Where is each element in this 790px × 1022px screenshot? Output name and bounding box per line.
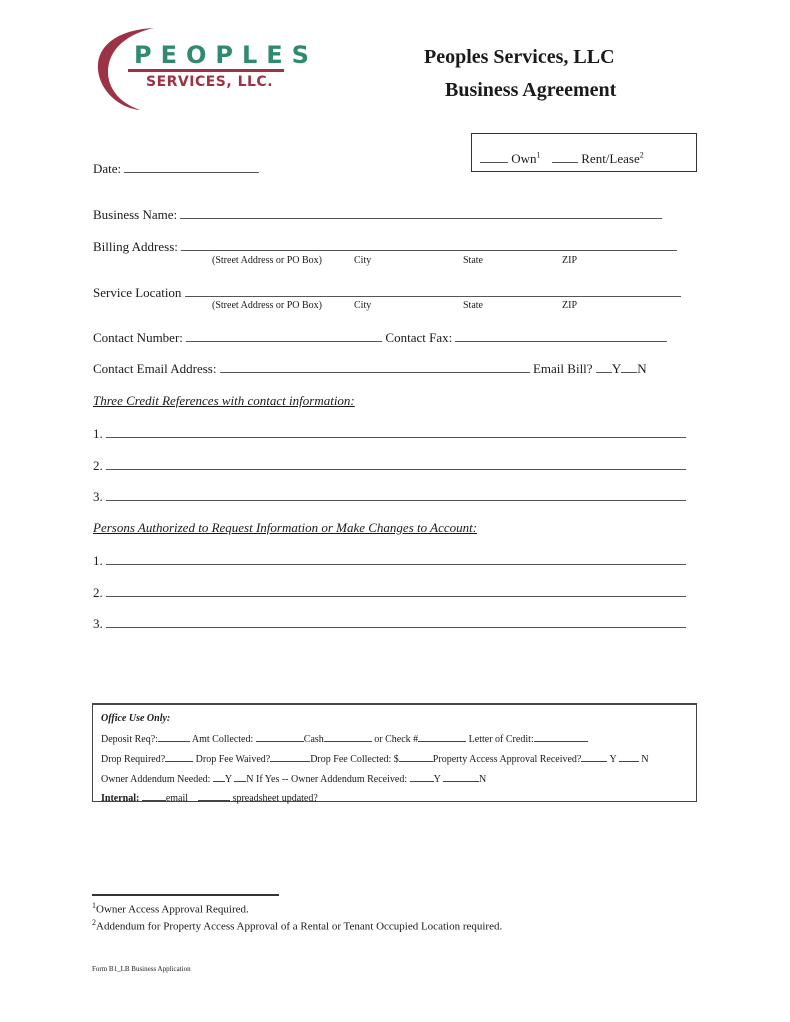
billing-state-sublabel: State xyxy=(463,255,483,266)
footnote-2-text: Addendum for Property Access Approval of a Rental or Tenant Occupied Location required. xyxy=(96,920,503,933)
amt-collected-label: Amt Collected: xyxy=(191,734,254,745)
credit-reference-number: 3. xyxy=(93,489,103,504)
owner-needed-no: N xyxy=(246,774,254,785)
contact-email-row xyxy=(93,360,647,377)
billing-address-field[interactable] xyxy=(181,238,677,251)
property-access-no: N xyxy=(641,754,649,765)
billing-zip-sublabel: ZIP xyxy=(562,255,577,266)
check-label: or Check # xyxy=(374,734,419,745)
service-street-sublabel: (Street Address or PO Box) xyxy=(212,300,322,311)
authorized-person-field[interactable] xyxy=(106,615,686,628)
credit-reference-field[interactable] xyxy=(106,425,686,438)
date-field[interactable] xyxy=(124,160,259,173)
property-access-label: Property Access Approval Received? xyxy=(432,754,582,765)
email-bill-no-blank[interactable] xyxy=(621,360,637,373)
service-location-label: Service Location xyxy=(93,285,182,300)
office-row-internal xyxy=(101,791,318,804)
internal-email-field[interactable] xyxy=(142,791,166,801)
business-name-row xyxy=(93,206,662,223)
footnote-1-text: Owner Access Approval Required. xyxy=(96,903,249,916)
business-name-field[interactable] xyxy=(180,206,662,219)
credit-reference-field[interactable] xyxy=(106,457,686,470)
credit-references-heading: Three Credit References with contact information: xyxy=(93,393,355,408)
internal-label: Internal: xyxy=(101,793,140,804)
spreadsheet-label: spreadsheet updated? xyxy=(232,793,318,804)
office-use-box xyxy=(92,703,697,802)
billing-city-sublabel: City xyxy=(354,255,372,266)
cash-label: Cash xyxy=(303,734,324,745)
footnote-divider xyxy=(92,894,279,896)
office-row-deposit xyxy=(101,732,588,745)
service-city-sublabel: City xyxy=(354,300,372,311)
rent-footnote-ref: 2 xyxy=(639,150,644,160)
rent-option[interactable] xyxy=(552,150,644,167)
date-label: Date: xyxy=(93,161,122,176)
property-access-yes: Y xyxy=(609,754,617,765)
billing-address-label: Billing Address: xyxy=(93,239,178,254)
drop-required-label: Drop Required? xyxy=(101,754,166,765)
authorized-person-number: 3. xyxy=(93,616,103,631)
billing-street-sublabel: (Street Address or PO Box) xyxy=(212,255,322,266)
footnote-2-number: 2 xyxy=(92,918,96,927)
contact-fax-field[interactable] xyxy=(455,329,667,342)
owner-needed-yes: Y xyxy=(224,774,232,785)
owner-needed-yes-field[interactable] xyxy=(213,772,225,782)
office-row-drop xyxy=(101,752,649,765)
contact-number-label: Contact Number: xyxy=(93,330,183,345)
drop-collected-label: Drop Fee Collected: $ xyxy=(310,754,399,765)
credit-reference-field[interactable] xyxy=(106,488,686,501)
email-bill-no-label: N xyxy=(637,361,647,376)
credit-reference-number: 2. xyxy=(93,458,103,473)
owner-addendum-needed-label: Owner Addendum Needed: xyxy=(101,774,211,785)
owner-needed-no-field[interactable] xyxy=(234,772,246,782)
form-id-footer: Form B1_LB Business Application xyxy=(92,965,191,973)
spreadsheet-field[interactable] xyxy=(198,791,230,801)
owner-received-yes: Y xyxy=(433,774,441,785)
contact-email-label: Contact Email Address: xyxy=(93,361,217,376)
document-title: Business Agreement xyxy=(445,79,617,101)
own-footnote-ref: 1 xyxy=(536,150,541,160)
rent-blank[interactable] xyxy=(552,150,578,163)
email-bill-label: Email Bill? xyxy=(532,361,593,376)
owner-received-no: N xyxy=(478,774,487,785)
date-row xyxy=(93,160,259,177)
drop-collected-field[interactable] xyxy=(399,752,433,762)
logo-text-peoples: PEOPLES xyxy=(134,41,318,69)
check-field[interactable] xyxy=(418,732,466,742)
deposit-field[interactable] xyxy=(158,732,190,742)
amt-collected-field[interactable] xyxy=(256,732,304,742)
ownership-box xyxy=(471,133,697,172)
owner-received-no-field[interactable] xyxy=(443,772,479,782)
contact-email-field[interactable] xyxy=(220,360,530,373)
authorized-person-field[interactable] xyxy=(106,584,686,597)
letter-of-credit-label: Letter of Credit: xyxy=(468,734,534,745)
office-row-owner-addendum xyxy=(101,772,486,785)
contact-fax-label: Contact Fax: xyxy=(385,330,453,345)
contact-number-row xyxy=(93,329,667,346)
cash-field[interactable] xyxy=(324,732,372,742)
credit-reference-number: 1. xyxy=(93,426,103,441)
letter-of-credit-field[interactable] xyxy=(534,732,588,742)
billing-address-row xyxy=(93,238,677,255)
authorized-person-row xyxy=(93,552,686,569)
email-bill-yes-label: Y xyxy=(611,361,622,376)
service-location-field[interactable] xyxy=(185,284,681,297)
authorized-person-number: 1. xyxy=(93,553,103,568)
property-access-no-field[interactable] xyxy=(619,752,639,762)
credit-reference-row xyxy=(93,457,686,474)
rent-label: Rent/Lease xyxy=(581,151,640,166)
company-logo xyxy=(94,24,318,112)
authorized-person-field[interactable] xyxy=(106,552,686,565)
credit-reference-row xyxy=(93,488,686,505)
own-blank[interactable] xyxy=(480,150,508,163)
contact-number-field[interactable] xyxy=(186,329,382,342)
company-title: Peoples Services, LLC xyxy=(424,46,615,68)
footnote-1 xyxy=(92,901,249,916)
email-bill-yes-blank[interactable] xyxy=(596,360,612,373)
logo-text-services: SERVICES, LLC. xyxy=(146,74,274,90)
credit-reference-row xyxy=(93,425,686,442)
service-location-row xyxy=(93,284,681,301)
service-zip-sublabel: ZIP xyxy=(562,300,577,311)
footnote-1-number: 1 xyxy=(92,901,96,910)
authorized-persons-heading: Persons Authorized to Request Information or Make Changes to Account: xyxy=(93,520,478,535)
authorized-person-row xyxy=(93,584,686,601)
office-use-title: Office Use Only: xyxy=(101,713,171,724)
own-option[interactable] xyxy=(480,150,541,167)
authorized-person-number: 2. xyxy=(93,585,103,600)
owner-received-yes-field[interactable] xyxy=(410,772,434,782)
internal-email-label: email xyxy=(165,793,189,804)
owner-addendum-received-label: If Yes -- Owner Addendum Received: xyxy=(256,774,408,785)
service-state-sublabel: State xyxy=(463,300,483,311)
drop-waived-field[interactable] xyxy=(270,752,310,762)
own-label: Own xyxy=(511,151,537,166)
property-access-field[interactable] xyxy=(581,752,607,762)
deposit-label: Deposit Req?: xyxy=(101,734,158,745)
drop-waived-label: Drop Fee Waived? xyxy=(195,754,271,765)
drop-required-field[interactable] xyxy=(165,752,193,762)
footnote-2 xyxy=(92,918,502,933)
authorized-person-row xyxy=(93,615,686,632)
business-name-label: Business Name: xyxy=(93,207,178,222)
